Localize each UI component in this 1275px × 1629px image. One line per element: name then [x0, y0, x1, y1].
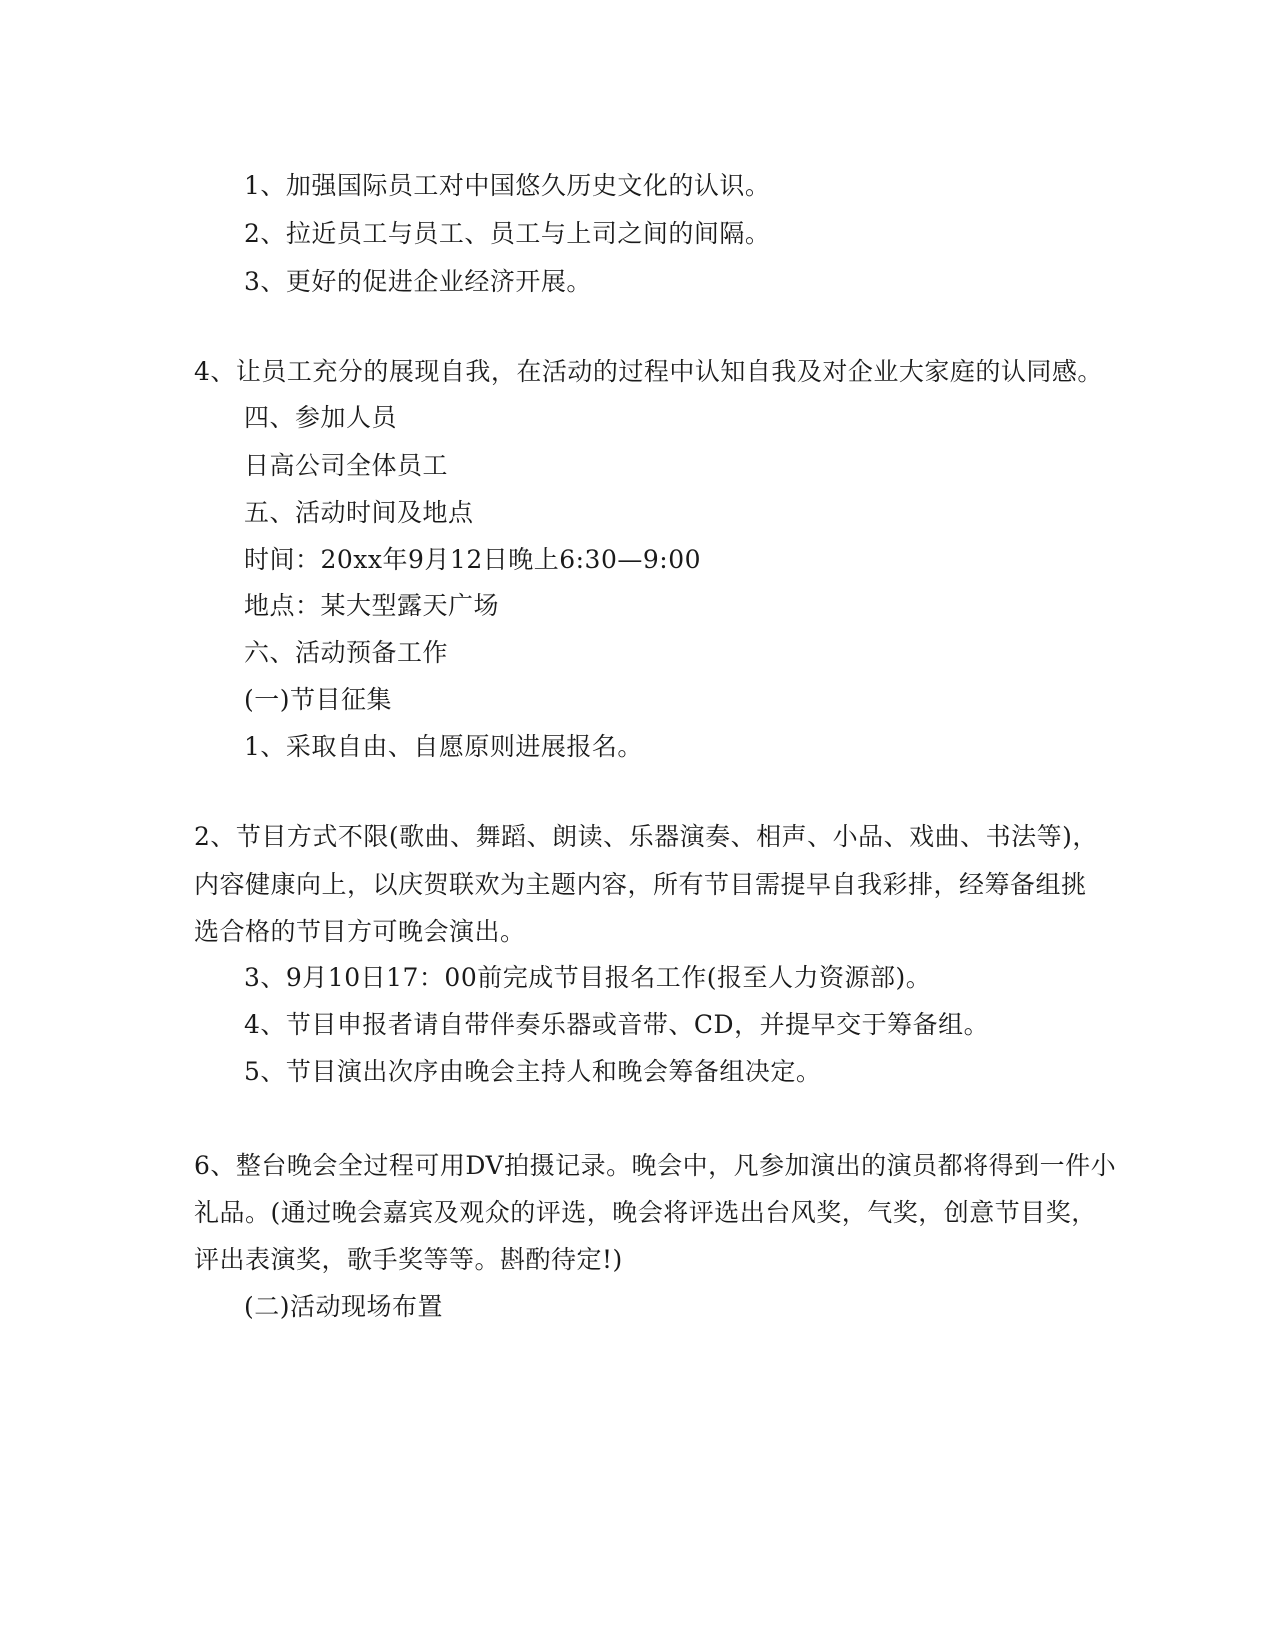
- program-item-6-line-3: 评出表演奖，歌手奖等等。斟酌待定!): [194, 1245, 623, 1274]
- section-heading-participants: 四、参加人员: [244, 403, 398, 432]
- subsection-heading-program-collection: (一)节目征集: [244, 685, 393, 714]
- participants-text: 日高公司全体员工: [244, 451, 449, 480]
- goal-item-4: 4、让员工充分的展现自我，在活动的过程中认知自我及对企业大家庭的认同感。: [194, 357, 1103, 386]
- program-item-2-line-2: 内容健康向上，以庆贺联欢为主题内容，所有节目需提早自我彩排，经筹备组挑: [194, 870, 1087, 899]
- event-time: 时间：20xx年9月12日晚上6:30—9:00: [244, 545, 702, 574]
- program-item-2-line-1: 2、节目方式不限(歌曲、舞蹈、朗读、乐器演奏、相声、小品、戏曲、书法等)，: [194, 822, 1098, 851]
- subsection-heading-venue-setup: (二)活动现场布置: [244, 1292, 444, 1321]
- program-item-6-line-2: 礼品。(通过晚会嘉宾及观众的评选，晚会将评选出台风奖，气奖，创意节目奖，: [194, 1198, 1097, 1227]
- program-item-5: 5、节目演出次序由晚会主持人和晚会筹备组决定。: [244, 1057, 822, 1086]
- program-item-4: 4、节目申报者请自带伴奏乐器或音带、CD，并提早交于筹备组。: [244, 1010, 990, 1039]
- goal-item-3: 3、更好的促进企业经济开展。: [244, 267, 592, 296]
- section-heading-preparation: 六、活动预备工作: [244, 638, 449, 667]
- goal-item-1: 1、加强国际员工对中国悠久历史文化的认识。: [244, 171, 771, 200]
- program-item-1: 1、采取自由、自愿原则进展报名。: [244, 732, 643, 761]
- event-location: 地点：某大型露天广场: [244, 591, 500, 620]
- section-heading-time-place: 五、活动时间及地点: [244, 498, 474, 527]
- program-item-3: 3、9月10日17：00前完成节目报名工作(报至人力资源部)。: [244, 963, 932, 992]
- program-item-6-line-1: 6、整台晚会全过程可用DV拍摄记录。晚会中，凡参加演出的演员都将得到一件小: [194, 1151, 1117, 1180]
- program-item-2-line-3: 选合格的节目方可晚会演出。: [194, 917, 526, 946]
- goal-item-2: 2、拉近员工与员工、员工与上司之间的间隔。: [244, 219, 771, 248]
